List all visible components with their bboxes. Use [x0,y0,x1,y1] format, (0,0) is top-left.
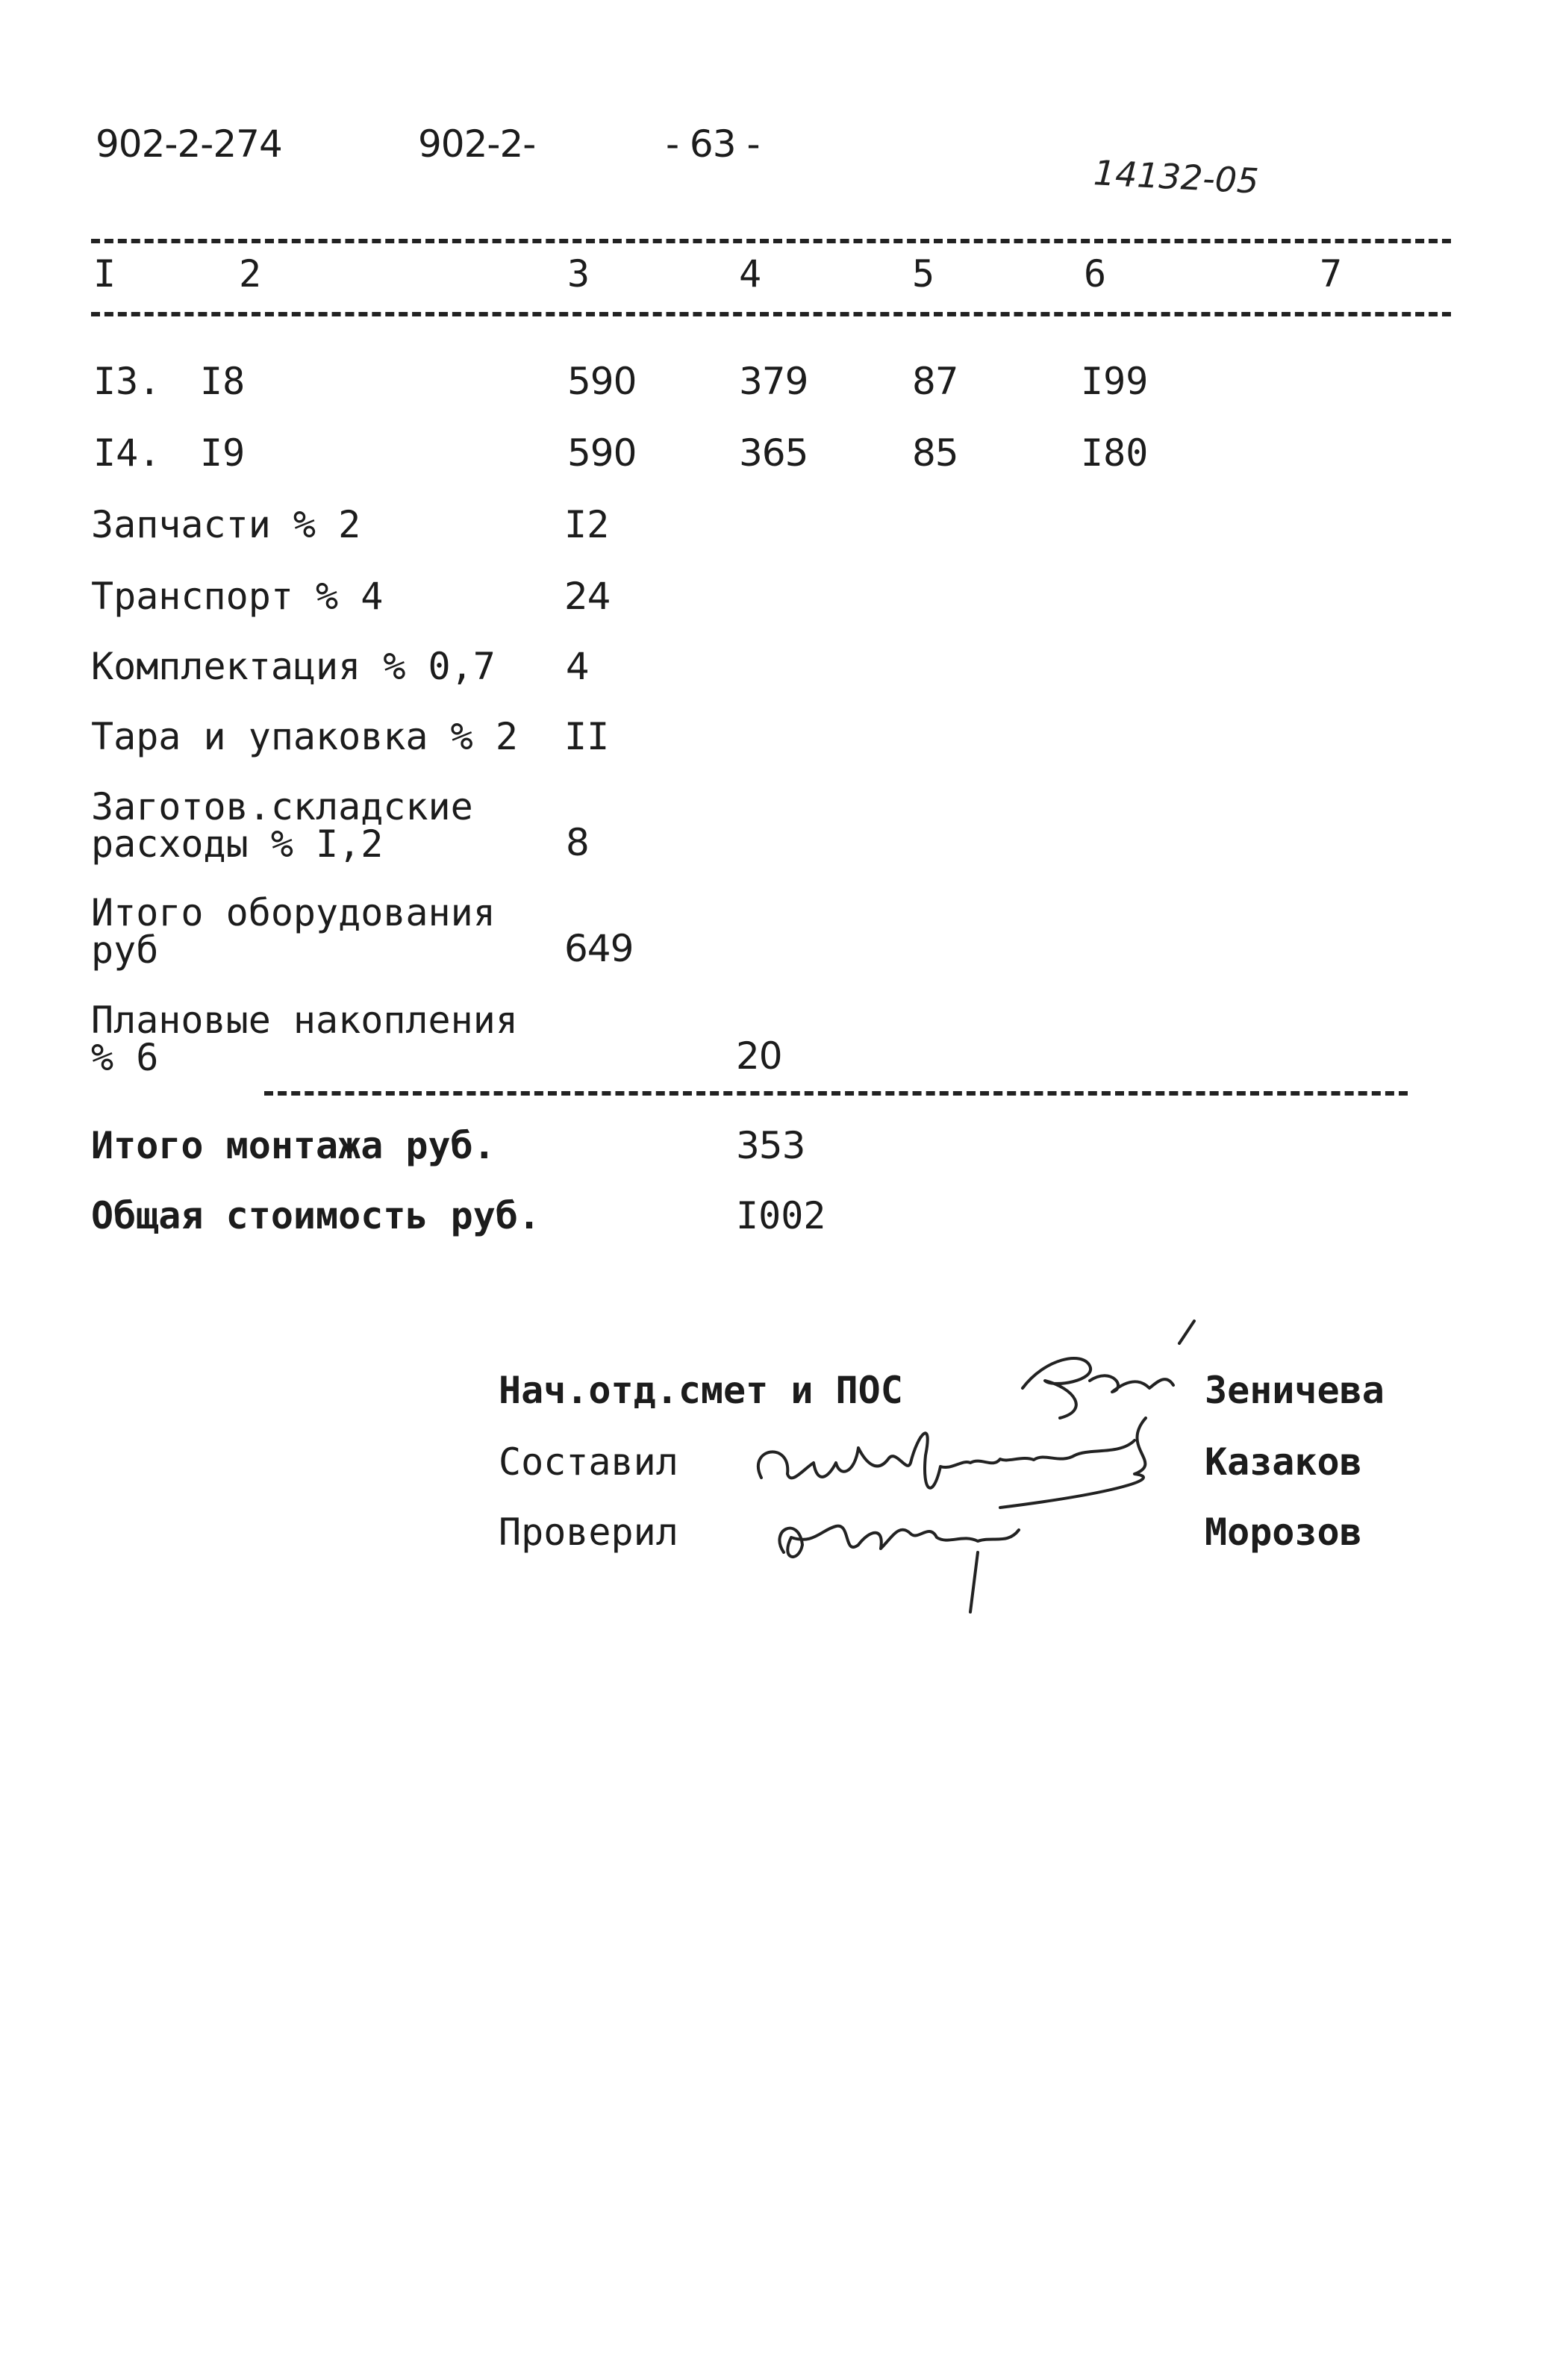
row-col6: I80 [1081,431,1149,475]
row-col4: 365 [739,431,808,475]
signature-role-checked: Проверил [499,1511,678,1554]
spare-parts-label: Запчасти % 2 [91,503,361,546]
column-header-5: 5 [912,252,935,296]
row-number: I3. [93,360,161,403]
signature-checked [769,1493,1037,1620]
header-bottom-rule [91,312,1451,316]
header-top-rule [91,239,1451,243]
row-item: I9 [200,431,246,475]
row-number: I4. [93,431,161,475]
row-col5: 87 [912,360,958,403]
document-code-mid: 902-2- [418,122,536,166]
warehouse-costs-label: Заготов.складские расходы % I,2 [91,785,473,866]
column-header-1: I [93,252,116,296]
installation-total-label: Итого монтажа руб. [91,1124,496,1167]
equipment-total-value: 649 [564,927,634,970]
installation-total-value: 353 [736,1124,805,1167]
column-header-3: 3 [567,252,590,296]
completion-value: 4 [566,645,589,688]
column-header-6: 6 [1084,252,1107,296]
packaging-label: Тара и упаковка % 2 [91,715,518,758]
column-header-4: 4 [739,252,762,296]
signature-name-checked: Морозов [1205,1511,1362,1554]
page-number: - 63 - [666,122,760,166]
row-col4: 379 [739,360,808,403]
row-col3: 590 [567,431,637,475]
completion-label: Комплектация % 0,7 [91,645,496,688]
document-code-left: 902-2-274 [96,122,282,166]
row-col5: 85 [912,431,958,475]
transport-label: Транспорт % 4 [91,575,384,618]
grand-total-value: I002 [736,1194,826,1237]
planned-savings-label: Плановые накопления % 6 [91,999,518,1079]
column-header-2: 2 [239,252,262,296]
planned-savings-value: 20 [736,1034,782,1078]
equipment-total-label: Итого оборудования руб [91,891,496,972]
row-col3: 590 [567,360,637,403]
spare-parts-value: I2 [564,503,610,546]
warehouse-costs-value: 8 [566,821,589,864]
row-col6: I99 [1081,360,1149,403]
column-header-7: 7 [1320,252,1343,296]
transport-value: 24 [564,575,611,618]
inventory-number: 14132-05 [1092,152,1260,202]
signature-role-head: Нач.отд.смет и ПОС [499,1369,903,1412]
signature-name-compiled: Казаков [1205,1440,1362,1484]
totals-rule [264,1091,1408,1096]
packaging-value: II [564,715,610,758]
signature-role-compiled: Составил [499,1440,678,1484]
row-item: I8 [200,360,246,403]
signature-name-head: Зеничева [1205,1369,1385,1412]
grand-total-label: Общая стоимость руб. [91,1194,541,1237]
